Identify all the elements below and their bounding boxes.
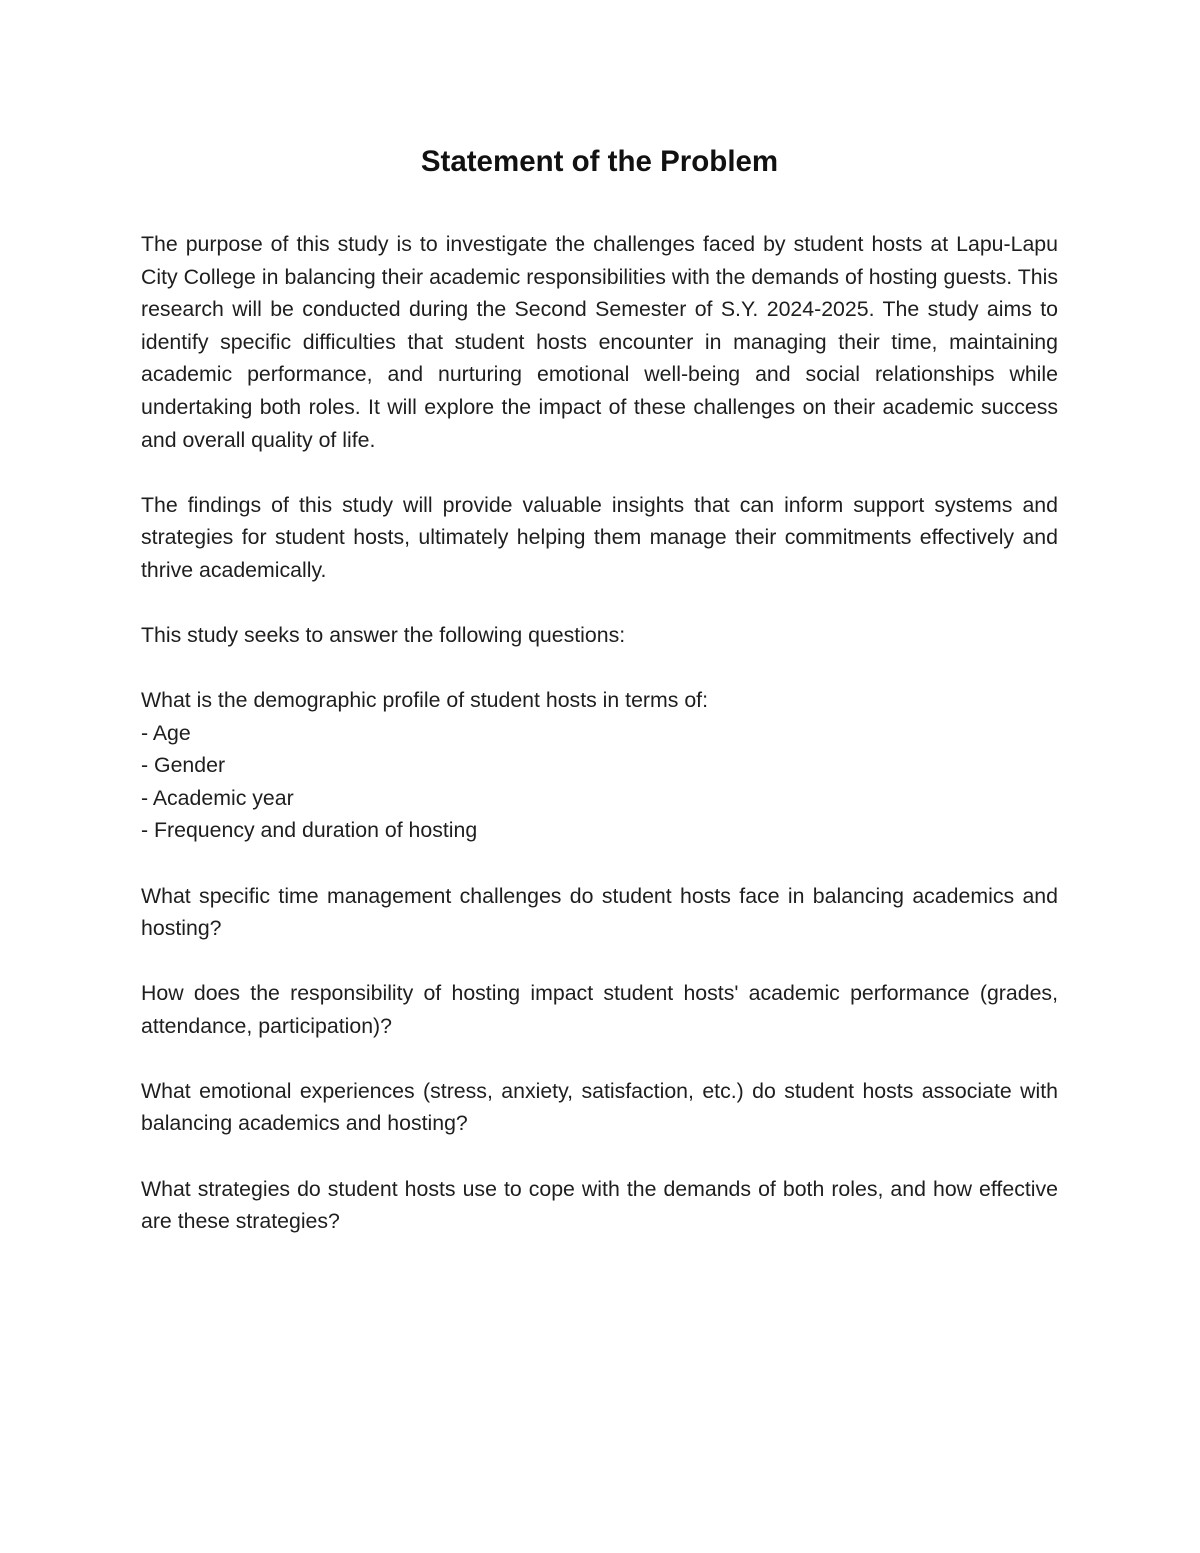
list-item: - Frequency and duration of hosting xyxy=(141,818,478,843)
question-academic-performance: How does the responsibility of hosting impact student hosts' academic performance (grades, attendance, participation)? xyxy=(141,981,1058,1038)
list-item: - Academic year xyxy=(141,785,294,810)
question-coping-strategies: What strategies do student hosts use to cope with the demands of both roles, and how effective are these strategies? xyxy=(141,1176,1058,1234)
list-item: - Gender xyxy=(141,753,226,778)
findings-paragraph: The findings of this study will provide valuable insights that can inform support systems and strategies for student hosts, ultimately helping them manage their commitments effectively and thrive academically. xyxy=(141,492,1058,582)
purpose-paragraph: The purpose of this study is to investigate the challenges faced by student hosts at Lapu-Lapu City College in balancing their academic responsibilities with the demands of hosting guests. This research will be conducted during the Second Semester of S.Y. 2024-2025. The study aims to identify specific difficulties that student hosts encounter in managing their time, maintaining academic performance, and nurturing emotional well-being and social relationships while undertaking both roles. It will explore the impact of these challenges on their academic success and overall quality of life. xyxy=(141,232,1058,452)
page-title: Statement of the Problem xyxy=(420,145,779,178)
question-demographic-profile: What is the demographic profile of student hosts in terms of: xyxy=(141,688,709,713)
question-emotional-experiences: What emotional experiences (stress, anxiety, satisfaction, etc.) do student hosts associate with balancing academics and hosting? xyxy=(141,1078,1058,1136)
question-time-management: What specific time management challenges do student hosts face in balancing academics and hosting? xyxy=(141,883,1058,941)
questions-intro: This study seeks to answer the following questions: xyxy=(141,622,626,647)
list-item: - Age xyxy=(141,720,191,745)
document-body xyxy=(141,140,1058,1238)
demographic-profile-list xyxy=(141,717,1058,847)
